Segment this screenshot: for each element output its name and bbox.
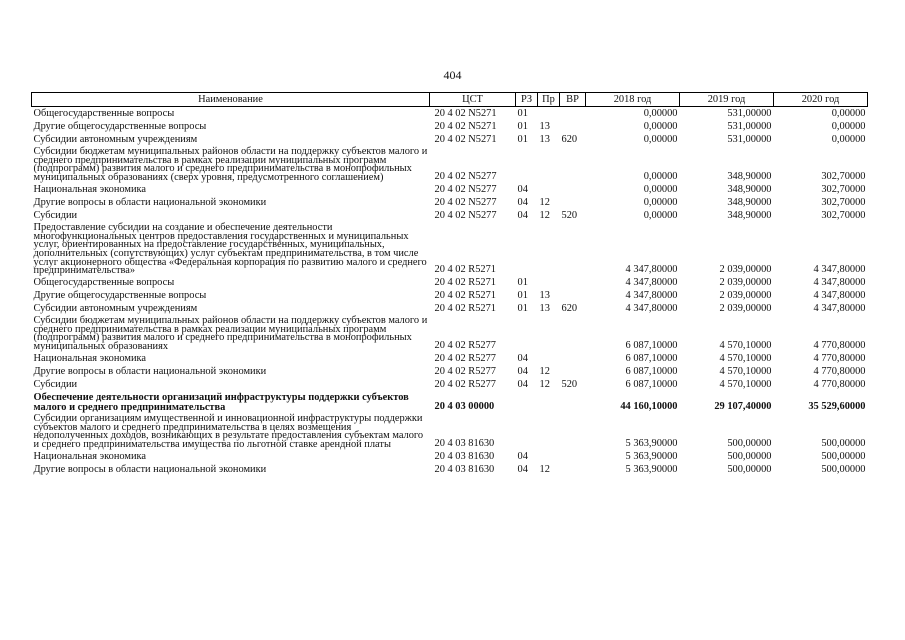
row-pr: 13 <box>539 303 550 315</box>
row-value-2018: 0,00000 <box>643 170 678 182</box>
row-value-2018: 4 347,80000 <box>625 303 678 315</box>
header-name: Наименование <box>32 93 430 107</box>
row-cst: 20 4 02 R5271 <box>434 277 496 289</box>
row-cst: 20 4 02 R5277 <box>434 378 496 390</box>
table-row <box>32 413 868 450</box>
row-pr <box>538 107 560 121</box>
row-rz: 04 <box>517 352 528 364</box>
row-value-2020: 35 529,60000 <box>808 400 866 412</box>
row-value-2020: 4 770,80000 <box>813 378 866 390</box>
row-cst: 20 4 02 R5271 <box>434 264 496 276</box>
row-pr <box>538 315 560 352</box>
row-cst: 20 4 03 81630 <box>434 450 495 462</box>
table-header-row <box>32 93 868 107</box>
row-value-2020: 4 770,80000 <box>813 339 866 351</box>
table-row <box>32 276 868 289</box>
row-name: Субсидии <box>33 378 78 390</box>
row-vr <box>560 222 586 276</box>
row-pr <box>538 450 560 463</box>
header-2020: 2020 год <box>774 93 868 107</box>
row-value-2020: 302,70000 <box>821 170 866 182</box>
table-row <box>32 133 868 146</box>
table-row <box>32 146 868 183</box>
row-rz <box>516 391 538 413</box>
row-vr: 620 <box>561 134 578 145</box>
row-cst: 20 4 02 N5277 <box>434 170 497 182</box>
row-value-2018: 0,00000 <box>643 134 678 145</box>
row-cst: 20 4 02 N5271 <box>434 108 497 119</box>
row-pr: 13 <box>539 134 550 145</box>
row-name: Субсидии бюджетам муниципальных районов области на поддержку субъектов малого и среднего предпринимательства в рамках реализации муниципальных программ (подпрограмм) развития малого и среднего предпринимательства в монопрофильных муниципальных образованиях (сверх уровня, предусмотренного соглашением) <box>33 146 428 184</box>
row-rz <box>516 315 538 352</box>
row-name: Другие вопросы в области национальной экономики <box>33 365 267 377</box>
row-rz <box>516 146 538 183</box>
row-value-2019: 531,00000 <box>727 134 772 145</box>
row-value-2019: 4 570,10000 <box>719 352 772 364</box>
row-cst: 20 4 03 81630 <box>434 463 495 475</box>
row-name: Национальная экономика <box>33 183 147 195</box>
row-name: Общегосударственные вопросы <box>33 277 175 289</box>
row-cst: 20 4 02 N5271 <box>434 121 497 132</box>
row-vr <box>560 463 586 476</box>
row-value-2020: 4 347,80000 <box>813 290 866 302</box>
row-cst: 20 4 02 R5271 <box>434 303 496 315</box>
table-row <box>32 222 868 276</box>
table-row <box>32 209 868 222</box>
row-vr <box>560 365 586 378</box>
header-2019: 2019 год <box>680 93 774 107</box>
row-name: Субсидии организациям имущественной и инновационной инфраструктуры поддержки субъектов малого и среднего предпринимательства в целях возмещения недополученных доходов, возникающих в результате предоставления субъектам малого и среднего предпринимательства имущества по льготной ставке арендной платы <box>33 412 424 450</box>
row-value-2019: 500,00000 <box>727 450 772 462</box>
row-value-2020: 0,00000 <box>831 108 866 119</box>
row-pr <box>538 413 560 450</box>
row-value-2019: 2 039,00000 <box>719 290 772 302</box>
row-value-2020: 0,00000 <box>831 121 866 132</box>
row-rz: 01 <box>517 108 528 119</box>
row-value-2019: 531,00000 <box>727 121 772 132</box>
row-value-2018: 0,00000 <box>643 108 678 119</box>
row-value-2019: 2 039,00000 <box>719 277 772 289</box>
row-value-2020: 4 347,80000 <box>813 277 866 289</box>
row-name: Предоставление субсидии на создание и обеспечение деятельности многофункциональных центров предоставления государственных и муниципальных услуг, ориентированных на предоставление государственных, муниципальных, дополнительных (сопутствующих) услуг субъектам предпринимательства, в том числе услуг акционерного общества «Федеральная корпорация по развитию малого и среднего предпринимательства» <box>33 221 427 277</box>
row-name: Другие вопросы в области национальной экономики <box>33 463 267 475</box>
row-name: Национальная экономика <box>33 450 147 462</box>
row-value-2020: 4 347,80000 <box>813 303 866 315</box>
row-vr <box>560 315 586 352</box>
row-value-2019: 348,90000 <box>727 196 772 208</box>
row-value-2019: 4 570,10000 <box>719 339 772 351</box>
row-vr <box>560 391 586 413</box>
row-rz: 01 <box>517 303 528 315</box>
row-pr <box>538 391 560 413</box>
row-name: Субсидии автономным учреждениям <box>33 134 198 145</box>
row-rz: 04 <box>517 365 528 377</box>
row-vr <box>560 183 586 196</box>
row-vr <box>560 276 586 289</box>
row-name: Другие вопросы в области национальной экономики <box>33 196 267 208</box>
row-cst: 20 4 02 N5277 <box>434 209 497 221</box>
row-value-2018: 0,00000 <box>643 209 678 221</box>
page-number: 404 <box>443 68 462 82</box>
row-vr <box>560 107 586 121</box>
row-pr: 12 <box>539 463 550 475</box>
row-rz <box>516 413 538 450</box>
row-value-2019: 2 039,00000 <box>719 303 772 315</box>
row-rz <box>516 222 538 276</box>
row-value-2019: 4 570,10000 <box>719 365 772 377</box>
row-value-2019: 531,00000 <box>727 108 772 119</box>
row-vr <box>560 413 586 450</box>
table-row <box>32 365 868 378</box>
table-row <box>32 378 868 391</box>
row-value-2018: 6 087,10000 <box>625 352 678 364</box>
row-pr: 12 <box>539 365 550 377</box>
row-value-2018: 5 363,90000 <box>625 450 678 462</box>
row-rz: 04 <box>517 183 528 195</box>
row-value-2020: 500,00000 <box>821 437 866 449</box>
row-value-2018: 4 347,80000 <box>625 277 678 289</box>
row-value-2020: 500,00000 <box>821 450 866 462</box>
row-cst: 20 4 02 N5271 <box>434 134 497 145</box>
row-rz: 04 <box>517 196 528 208</box>
row-name: Субсидии автономным учреждениям <box>33 303 198 315</box>
row-value-2018: 44 160,10000 <box>620 400 678 412</box>
table-row <box>32 289 868 302</box>
row-cst: 20 4 02 R5277 <box>434 339 496 351</box>
header-2018: 2018 год <box>586 93 680 107</box>
row-cst: 20 4 02 R5271 <box>434 290 496 302</box>
row-rz: 04 <box>517 209 528 221</box>
row-cst: 20 4 02 R5277 <box>434 352 496 364</box>
table-row <box>32 391 868 413</box>
row-value-2020: 0,00000 <box>831 134 866 145</box>
table-row <box>32 196 868 209</box>
row-cst: 20 4 03 00000 <box>434 400 495 412</box>
row-rz: 04 <box>517 378 528 390</box>
row-cst: 20 4 02 N5277 <box>434 196 497 208</box>
header-cst: ЦСТ <box>430 93 516 107</box>
row-cst: 20 4 02 N5277 <box>434 183 497 195</box>
row-pr <box>538 146 560 183</box>
row-name: Другие общегосударственные вопросы <box>33 290 207 302</box>
row-value-2019: 348,90000 <box>727 170 772 182</box>
row-name: Общегосударственные вопросы <box>33 108 175 119</box>
row-value-2018: 0,00000 <box>643 121 678 132</box>
row-name: Обеспечение деятельности организаций инфраструктуры поддержки субъектов малого и среднего предпринимательства <box>33 391 409 413</box>
row-vr <box>560 352 586 365</box>
row-value-2020: 302,70000 <box>821 183 866 195</box>
row-value-2020: 4 347,80000 <box>813 264 866 276</box>
row-vr <box>560 450 586 463</box>
row-vr: 520 <box>561 378 578 390</box>
table-row <box>32 107 868 121</box>
row-name: Другие общегосударственные вопросы <box>33 121 207 132</box>
row-value-2019: 500,00000 <box>727 437 772 449</box>
row-name: Субсидии <box>33 209 78 221</box>
row-value-2018: 6 087,10000 <box>625 378 678 390</box>
table-row <box>32 450 868 463</box>
row-cst: 20 4 02 R5277 <box>434 365 496 377</box>
row-vr: 520 <box>561 209 578 221</box>
row-value-2019: 29 107,40000 <box>714 400 772 412</box>
row-value-2019: 348,90000 <box>727 183 772 195</box>
row-vr <box>560 196 586 209</box>
row-rz: 04 <box>517 450 528 462</box>
row-pr <box>538 352 560 365</box>
row-vr: 620 <box>561 303 578 315</box>
row-pr <box>538 222 560 276</box>
row-value-2020: 302,70000 <box>821 196 866 208</box>
row-rz: 01 <box>517 134 528 145</box>
table-row <box>32 302 868 315</box>
row-value-2018: 6 087,10000 <box>625 339 678 351</box>
row-pr <box>538 276 560 289</box>
table-row <box>32 183 868 196</box>
row-vr <box>560 289 586 302</box>
row-value-2019: 500,00000 <box>727 463 772 475</box>
table-row <box>32 315 868 352</box>
row-value-2019: 348,90000 <box>727 209 772 221</box>
row-value-2018: 0,00000 <box>643 183 678 195</box>
row-value-2018: 6 087,10000 <box>625 365 678 377</box>
row-pr: 12 <box>539 378 550 390</box>
row-rz: 01 <box>517 121 528 132</box>
header-pr: Пр <box>538 93 560 107</box>
table-row <box>32 463 868 476</box>
row-vr <box>560 120 586 133</box>
row-rz: 01 <box>517 277 528 289</box>
row-value-2018: 4 347,80000 <box>625 264 678 276</box>
row-value-2019: 2 039,00000 <box>719 264 772 276</box>
row-vr <box>560 146 586 183</box>
row-value-2018: 5 363,90000 <box>625 437 678 449</box>
row-value-2018: 4 347,80000 <box>625 290 678 302</box>
row-cst: 20 4 03 81630 <box>434 437 495 449</box>
row-name: Субсидии бюджетам муниципальных районов области на поддержку субъектов малого и среднего предпринимательства в рамках реализации муниципальных программ (подпрограмм) развития малого и среднего предпринимательства в монопрофильных муниципальных образованиях <box>33 315 428 353</box>
row-value-2019: 4 570,10000 <box>719 378 772 390</box>
row-value-2018: 0,00000 <box>643 196 678 208</box>
row-value-2020: 4 770,80000 <box>813 352 866 364</box>
row-value-2018: 5 363,90000 <box>625 463 678 475</box>
budget-table <box>31 92 868 476</box>
row-pr <box>538 183 560 196</box>
row-name: Национальная экономика <box>33 352 147 364</box>
row-rz: 04 <box>517 463 528 475</box>
table-row <box>32 352 868 365</box>
header-vr: ВР <box>560 93 586 107</box>
row-pr: 13 <box>539 290 550 302</box>
row-pr: 13 <box>539 121 550 132</box>
row-pr: 12 <box>539 209 550 221</box>
row-value-2020: 302,70000 <box>821 209 866 221</box>
row-rz: 01 <box>517 290 528 302</box>
table-row <box>32 120 868 133</box>
row-value-2020: 500,00000 <box>821 463 866 475</box>
row-pr: 12 <box>539 196 550 208</box>
header-rz: РЗ <box>516 93 538 107</box>
row-value-2020: 4 770,80000 <box>813 365 866 377</box>
table-body <box>32 107 868 476</box>
